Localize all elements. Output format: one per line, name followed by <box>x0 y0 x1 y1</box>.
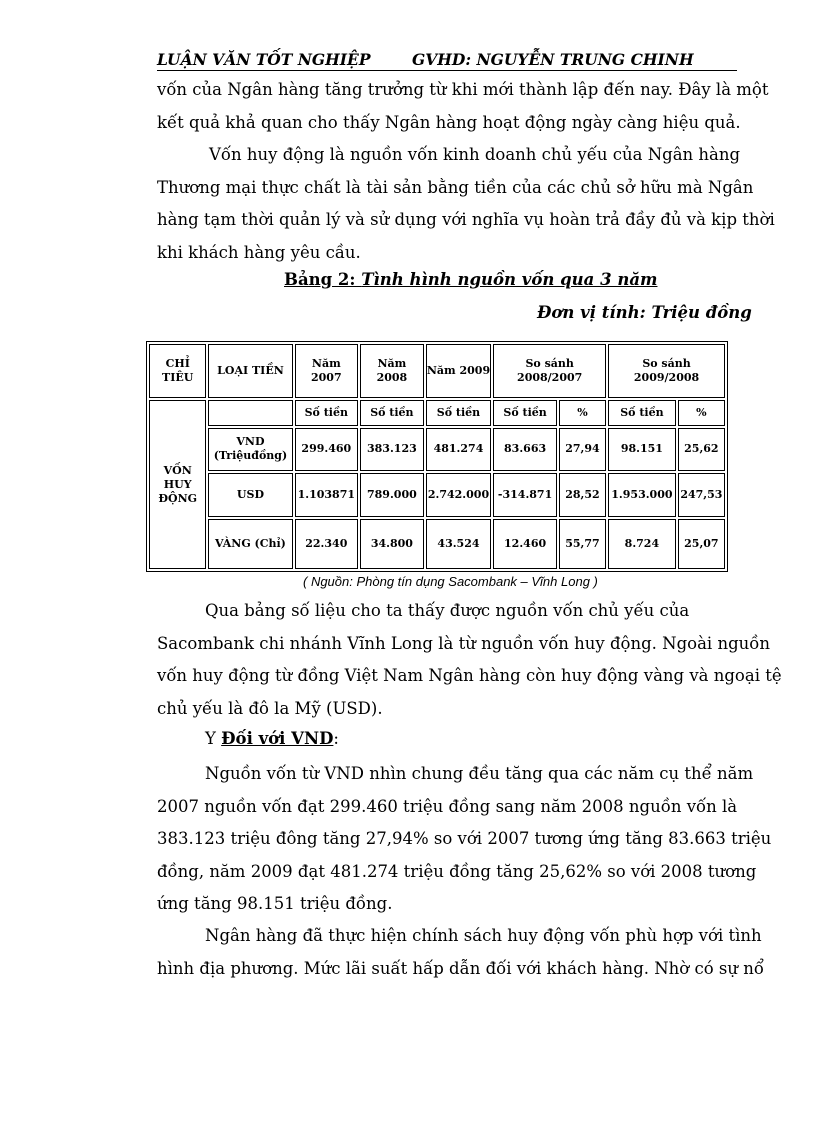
text-line: Nguồn vốn từ VND nhìn chung đều tăng qua các năm cụ thể năm <box>205 764 754 783</box>
text-line: khi khách hàng yêu cầu. <box>157 242 361 262</box>
value-cell: 2.742.000 <box>426 473 492 517</box>
text-line: 2007 nguồn vốn đạt 299.460 triệu đồng sang năm 2008 nguồn vốn là <box>157 796 738 816</box>
table-subheader-row <box>149 400 725 426</box>
text-line: Ngân hàng đã thực hiện chính sách huy động vốn phù hợp với tình <box>205 926 762 945</box>
header-cell: Năm 2008 <box>360 344 424 398</box>
subheader-cell: Số tiền <box>493 400 557 426</box>
section-heading-text: Đối với VND <box>221 729 334 748</box>
value-cell: 28,52 <box>559 473 606 517</box>
paragraph-4 <box>157 758 772 921</box>
subheader-cell: % <box>559 400 606 426</box>
text-line: Qua bảng số liệu cho ta thấy được nguồn vốn chủ yếu của <box>205 601 690 620</box>
text-line: hàng tạm thời quản lý và sử dụng với nghĩa vụ hoàn trả đầy đủ và kịp thời <box>157 210 775 229</box>
advisor-label: GVHD: NGUYỄN TRUNG CHINH <box>412 50 694 69</box>
table-caption: Tình hình nguồn vốn qua 3 năm <box>361 270 658 289</box>
header-rule <box>157 70 737 71</box>
currency-cell: USD <box>208 473 292 517</box>
value-cell: 83.663 <box>493 428 557 470</box>
text-line: Thương mại thực chất là tài sản bằng tiền của các chủ sở hữu mà Ngân <box>157 177 754 197</box>
capital-table <box>146 341 728 572</box>
table-title <box>284 270 657 289</box>
text-line: chủ yếu là đô la Mỹ (USD). <box>157 698 383 718</box>
subheader-cell: Số tiền <box>608 400 676 426</box>
value-cell: 12.460 <box>493 519 557 569</box>
value-cell: 55,77 <box>559 519 606 569</box>
text-line: kết quả khả quan cho thấy Ngân hàng hoạt động ngày càng hiệu quả. <box>157 112 741 132</box>
header-cell: Năm 2007 <box>295 344 359 398</box>
value-cell: 98.151 <box>608 428 676 470</box>
table-row <box>149 519 725 569</box>
thesis-label: LUẬN VĂN TỐT NGHIỆP <box>157 50 371 69</box>
text-line: ứng tăng 98.151 triệu đồng. <box>157 894 393 913</box>
value-cell: 8.724 <box>608 519 676 569</box>
group-label-cell: VỐN HUY ĐỘNG <box>149 400 206 569</box>
value-cell: 34.800 <box>360 519 424 569</box>
text-line: vốn huy động từ đồng Việt Nam Ngân hàng còn huy động vàng và ngoại tệ <box>157 666 782 685</box>
table-number: Bảng 2: <box>284 270 362 289</box>
value-cell: 27,94 <box>559 428 606 470</box>
bullet-marker: Y <box>205 729 222 748</box>
subheader-cell: % <box>678 400 725 426</box>
text-line: vốn của Ngân hàng tăng trưởng từ khi mới thành lập đến nay. Đây là một <box>157 80 769 99</box>
value-cell: 247,53 <box>678 473 725 517</box>
text-line: đồng, năm 2009 đạt 481.274 triệu đồng tăng 25,62% so với 2008 tương <box>157 861 757 881</box>
paragraph-2 <box>157 139 775 269</box>
value-cell: 25,07 <box>678 519 725 569</box>
value-cell: 1.103871 <box>295 473 359 517</box>
paragraph-1 <box>157 74 769 139</box>
heading-colon: : <box>333 729 339 748</box>
page-header <box>157 48 737 72</box>
header-cell: LOẠI TIỀN <box>208 344 292 398</box>
table-row <box>149 473 725 517</box>
subheader-cell: Số tiền <box>295 400 359 426</box>
header-cell: CHỈ TIÊU <box>149 344 206 398</box>
header-cell: So sánh 2009/2008 <box>608 344 725 398</box>
value-cell: 1.953.000 <box>608 473 676 517</box>
value-cell: 789.000 <box>360 473 424 517</box>
value-cell: 43.524 <box>426 519 492 569</box>
value-cell: -314.871 <box>493 473 557 517</box>
paragraph-5 <box>157 920 764 985</box>
header-cell: Năm 2009 <box>426 344 492 398</box>
value-cell: 383.123 <box>360 428 424 470</box>
text-line: hình địa phương. Mức lãi suất hấp dẫn đối với khách hàng. Nhờ có sự nổ <box>157 958 764 978</box>
text-line: 383.123 triệu đông tăng 27,94% so với 2007 tương ứng tăng 83.663 triệu <box>157 829 772 848</box>
currency-cell: VND (Triệuđồng) <box>208 428 292 470</box>
currency-cell: VÀNG (Chỉ) <box>208 519 292 569</box>
text-line: Vốn huy động là nguồn vốn kinh doanh chủ yếu của Ngân hàng <box>209 145 741 164</box>
table-row <box>149 428 725 470</box>
value-cell: 481.274 <box>426 428 492 470</box>
header-cell: So sánh 2008/2007 <box>493 344 606 398</box>
subheader-cell: Số tiền <box>426 400 492 426</box>
table-header-row <box>149 344 725 398</box>
value-cell: 25,62 <box>678 428 725 470</box>
table-unit: Đơn vị tính: Triệu đồng <box>537 303 752 322</box>
paragraph-3 <box>157 595 782 725</box>
value-cell: 22.340 <box>295 519 359 569</box>
value-cell: 299.460 <box>295 428 359 470</box>
section-heading <box>205 729 339 748</box>
text-line: Sacombank chi nhánh Vĩnh Long là từ nguồn vốn huy động. Ngoài nguồn <box>157 633 770 653</box>
table-source: ( Nguồn: Phòng tín dụng Sacombank – Vĩnh Long ) <box>303 574 598 589</box>
empty-cell <box>208 400 292 426</box>
subheader-cell: Số tiền <box>360 400 424 426</box>
